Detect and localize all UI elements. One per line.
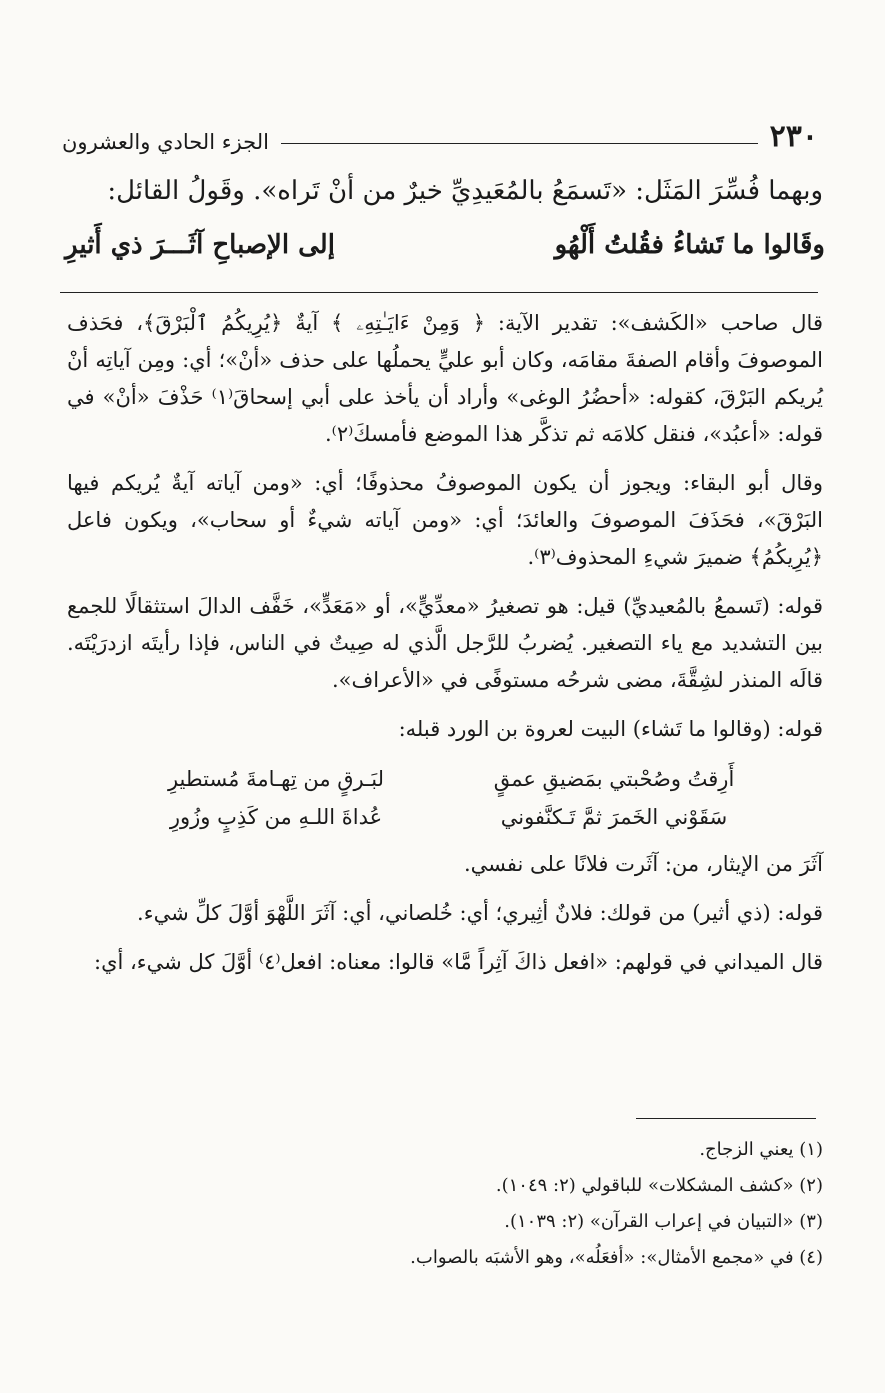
main-verse [65,230,825,280]
verse-hemistich: أَرِقتُ وصُحْبتي بمَضيقِ عمقٍ [493,767,735,791]
verse-hemistich: عُداةَ اللـهِ من كَذِبٍ وزُورِ [169,805,383,829]
quoted-verses [107,760,783,836]
footnote-divider [636,1118,816,1119]
verse-hemistich: لبَـرقٍ من تِهـامةَ مُستطيرِ [167,767,385,791]
main-text-line: وبهما فُسِّرَ المَثَل: «تَسمَعُ بالمُعَيدِيِّ خيرٌ من أنْ تَراه». وقَولُ القائل: [107,176,823,206]
verse-hemistich: سَقَوْني الخَمرَ ثمَّ تَـكنَّفوني [500,805,728,829]
volume-title: الجزء الحادي والعشرون [62,130,269,154]
footnote: (٢) «كشف المشكلات» للباقولي (٢: ١٠٤٩). [495,1175,823,1196]
verse-first-hemistich: وقَالوا ما تَشاءُ فقُلتُ أَلْهُو [554,230,825,260]
commentary [67,305,823,993]
commentary-paragraph: قوله: (وقالوا ما تَشاء) البيت لعروة بن الورد قبله: [398,717,823,741]
commentary-paragraph: قوله: (تَسمعُ بالمُعيديِّ) قيل: هو تصغيرُ «معدِّيٍّ»، أو «مَعَدٍّ»، خَفَّف الدالَ استثقالًا للجمع بين التشديد مع ياء التصغير. يُضربُ للرَّجل الَّذي له صِيتٌ في الناس، فإذا رأيتَه ازدرَيْتَه. قالَه المنذر لشِقَّةَ، مضى شرحُه مستوفًى في «الأعراف». [67,594,823,692]
footnote: (١) يعني الزجاج. [699,1139,823,1160]
verse-second-hemistich: إلى الإصباحِ آثَـــرَ ذي أَثيرِ [65,230,335,260]
footnote: (٤) في «مجمع الأمثال»: «أفعَلُه»، وهو الأشبَه بالصواب. [410,1247,823,1268]
running-header [62,110,818,154]
commentary-paragraph: قوله: (ذي أثير) من قولك: فلانٌ أثِيري؛ أي: خُلصاني، أي: آثَرَ اللَّهْوَ أوَّلَ كلِّ شيء. [137,901,823,925]
commentary-paragraph: قال صاحب «الكَشف»: تقدير الآية: ﴿ وَمِنْ ءَايَـٰتِهِۦ ﴾ آيةٌ ﴿يُرِيكُمُ ٱلْبَرْقَ﴾، فحَذف الموصوفَ وأقام الصفةَ مقامَه، وكان أبو عليٍّ يحملُها على حذف «أنْ»؛ أي: ومِن آياتِه أنْ يُريكم البَرْقَ، كقوله: «أحضُرُ الوغى» وأراد أن يأخذ على أبي إسحاقَ⁽١⁾ حَذْفَ «أنْ» في قوله: «أعبُد»، فنقل كلامَه ثم تذكَّر هذا الموضع فأمسكَ⁽٢⁾. [67,311,823,446]
footnote: (٣) «التبيان في إعراب القرآن» (٢: ١٠٣٩). [504,1211,823,1232]
commentary-paragraph: قال الميداني في قولهم: «افعل ذاكَ آثِراً مَّا» قالوا: معناه: افعل⁽٤⁾ أوَّلَ كل شيء، أي: [94,950,823,974]
commentary-paragraph: آثَرَ من الإيثار، من: آثَرت فلانًا على نفسي. [463,852,823,876]
commentary-divider [60,292,818,293]
commentary-paragraph: وقال أبو البقاء: ويجوز أن يكون الموصوفُ محذوفًا؛ أي: «ومن آياته آيةٌ يُريكم فيها البَرْقَ»، فحَذَفَ الموصوفَ والعائدَ؛ أي: «ومن آياته شيءٌ أو سحاب»، ويكون فاعل ﴿يُرِيكُمُ﴾ ضميرَ شيءِ المحذوف⁽٣⁾. [67,471,823,569]
page-number: ٢٣٠ [769,119,818,154]
header-rule [281,143,758,144]
footnotes [67,1132,823,1276]
